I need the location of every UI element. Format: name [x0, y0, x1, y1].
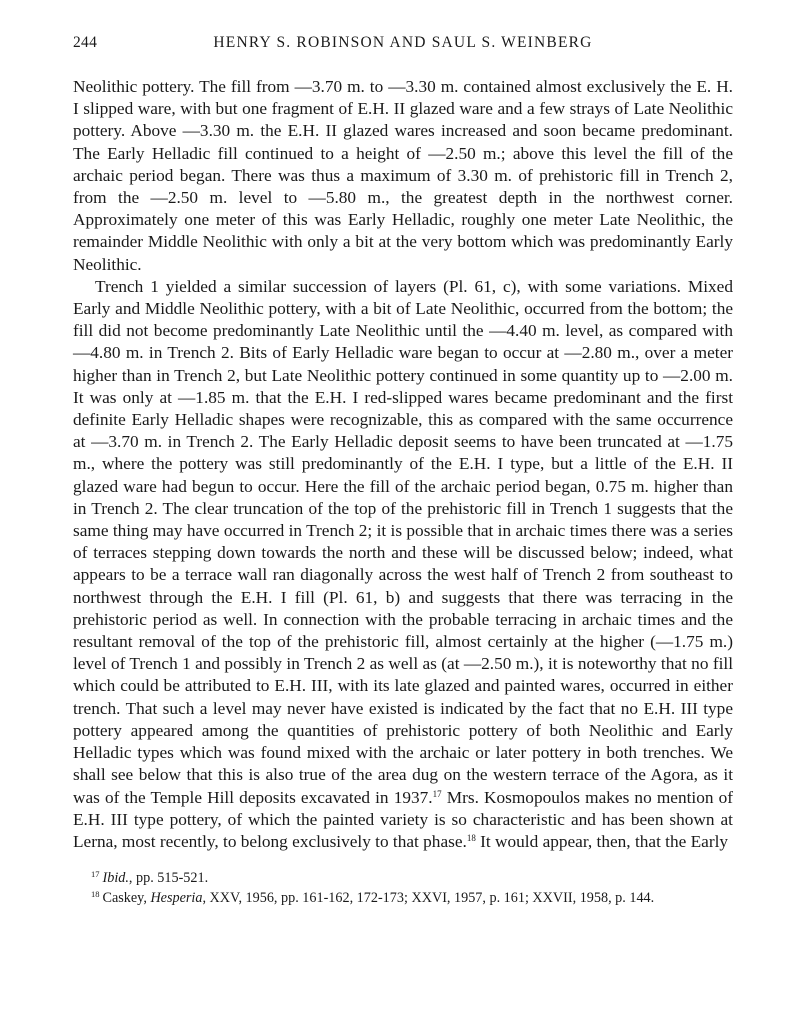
paragraph-2-part-3: It would appear, then, that the Early [475, 831, 729, 851]
footnote-ref-18: 18 [466, 832, 476, 843]
page-header [73, 34, 733, 58]
paragraph-1: Neolithic pottery. The fill from —3.70 m. to —3.30 m. contained almost exclusively the E. H. I slipped ware, with but one fragment of E.H. II glazed ware and a few strays of Late Neolithic pottery. Above —3.30 m. the E.H. II glazed wares increased and soon became predominant. The Early Helladic fill continued to a height of —2.50 m.; above this level the fill of the archaic period began. There was thus a maximum of 3.30 m. of prehistoric fill in Trench 2, from the —2.50 m. level to —5.80 m., the greatest depth in the northwest corner. Approximately one meter of this was Early Helladic, roughly one meter Late Neolithic, the remainder Middle Neolithic with only a bit at the very bottom which was predominantly Early Neolithic. [73, 77, 733, 274]
footnote-text: , XXV, 1956, pp. 161-162, 172-173; XXVI, 1957, p. 161; XXVII, 1958, p. 144. [202, 890, 655, 907]
footnote-number: 18 [91, 889, 100, 900]
paragraph-2 [73, 276, 733, 853]
running-head: HENRY S. ROBINSON AND SAUL S. WEINBERG [213, 34, 593, 51]
paragraph-2-part-1: Trench 1 yielded a similar succession of layers (Pl. 61, c), with some variations. Mixed Early and Middle Neolithic pottery, with a bit of Late Neolithic, occurred from the bottom; the fill did not become predominantly Late Neolithic until the —4.40 m. level, as compared with —4.80 m. in Trench 2. Bits of Early Helladic ware began to occur at —2.80 m., over a meter higher than in Trench 2, but Late Neolithic pottery continued in some quantity up to —2.00 m. It was only at —1.85 m. that the E.H. I red-slipped wares became predominant and the first definite Early Helladic shapes were recognizable, this as compared with the same occurrence at —3.70 m. in Trench 2. The Early Helladic deposit seems to have been truncated at —1.75 m., where the pottery was still predominantly of the E.H. I type, but a little of the E.H. II glazed ware had begun to occur. Here the fill of the archaic period began, 0.75 m. higher than in Trench 2. The clear truncation of the top of the prehistoric fill in Trench 1 suggests that the same thing may have occurred in Trench 2; it is possible that in archaic times there was a series of terraces stepping down towards the north and these will be discussed below; indeed, what appears to be a terrace wall ran diagonally across the west half of Trench 2 from southeast to northwest through the E.H. I fill (Pl. 61, b) and suggests that there was terracing in the prehistoric period as well. In connection with the probable terracing in archaic times and the resultant removal of the top of the prehistoric fill, almost certainly at the higher (—1.75 m.) level of Trench 1 and possibly in Trench 2 as well as (at —2.50 m.), it is noteworthy that no fill which could be attributed to E.H. III, with its late glazed and painted wares, occurred in either trench. That such a level may never have existed is indicated by the fact that no E.H. III type pottery appeared among the quantities of prehistoric pottery of both Neolithic and Early Helladic types which was found mixed with the archaic or later pottery in both trenches. We shall see below that this is also true of the area dug on the western terrace of the Agora, as it was of the Temple Hill deposits excavated in 1937. [73, 276, 733, 807]
footnotes [73, 868, 733, 908]
page-number: 244 [73, 34, 98, 51]
page [73, 34, 733, 908]
footnote-italic: Hesperia [150, 890, 203, 907]
body-text [73, 76, 733, 853]
footnote-number: 17 [91, 869, 100, 880]
footnote-prefix: Caskey, [102, 890, 151, 907]
footnote-text: , pp. 515-521. [128, 870, 209, 887]
footnote-17 [73, 868, 733, 888]
paragraph-2-part-2: Mrs. Kosmopoulos makes no mention of E.H. III type pottery, of which the painted variety is so characteristic and has been shown at Lerna, most recently, to belong exclusively to that phase. [73, 787, 733, 851]
footnote-ref-17: 17 [432, 788, 442, 799]
footnote-italic: Ibid. [102, 870, 129, 887]
footnote-18 [73, 888, 733, 908]
